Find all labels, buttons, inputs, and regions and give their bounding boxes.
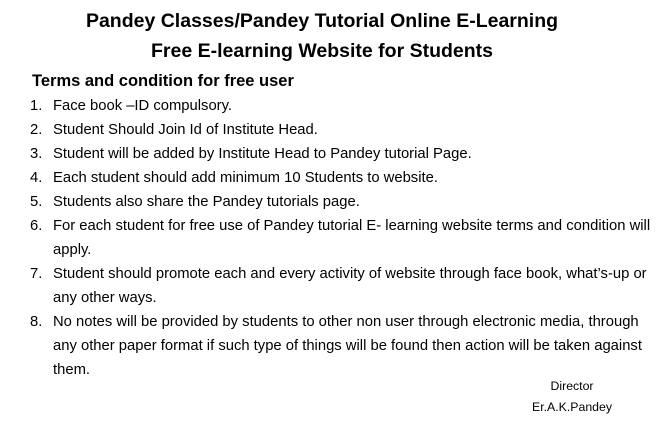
term-text: No notes will be provided by students to other non user through electronic media, through any other paper format if such type of things will be found then action will be taken against them. xyxy=(53,314,642,378)
term-number: 8. xyxy=(30,314,43,330)
term-item-1 xyxy=(30,94,658,118)
document-title-line-2: Free E-learning Website for Students xyxy=(150,40,494,62)
signature-name: Er.A.K.Pandey xyxy=(532,400,612,414)
signature-role: Director xyxy=(550,379,594,393)
term-item-6 xyxy=(30,214,658,262)
term-number: 4. xyxy=(30,170,43,186)
term-number: 2. xyxy=(30,122,43,138)
term-item-5 xyxy=(30,190,658,214)
term-item-7 xyxy=(30,262,658,310)
term-text: Students also share the Pandey tutorials page. xyxy=(53,194,360,210)
term-item-2 xyxy=(30,118,658,142)
term-text: Student Should Join Id of Institute Head. xyxy=(53,122,318,138)
term-item-8 xyxy=(30,310,658,382)
signature-block xyxy=(532,376,612,418)
term-text: Face book –ID compulsory. xyxy=(53,98,233,114)
terms-heading: Terms and condition for free user xyxy=(32,72,294,90)
term-number: 5. xyxy=(30,194,43,210)
term-text: Student will be added by Institute Head to Pandey tutorial Page. xyxy=(53,146,472,162)
term-number: 6. xyxy=(30,218,43,234)
term-item-4 xyxy=(30,166,658,190)
term-text: For each student for free use of Pandey tutorial E- learning website terms and condition will apply. xyxy=(53,218,651,258)
terms-list xyxy=(30,94,658,382)
term-text: Student should promote each and every activity of website through face book, what’s-up or any other ways. xyxy=(53,266,647,306)
document-title-line-1: Pandey Classes/Pandey Tutorial Online E-Learning xyxy=(85,10,559,32)
term-number: 3. xyxy=(30,146,43,162)
term-number: 1. xyxy=(30,98,43,114)
term-text: Each student should add minimum 10 Students to website. xyxy=(53,170,438,186)
term-item-3 xyxy=(30,142,658,166)
term-number: 7. xyxy=(30,266,43,282)
